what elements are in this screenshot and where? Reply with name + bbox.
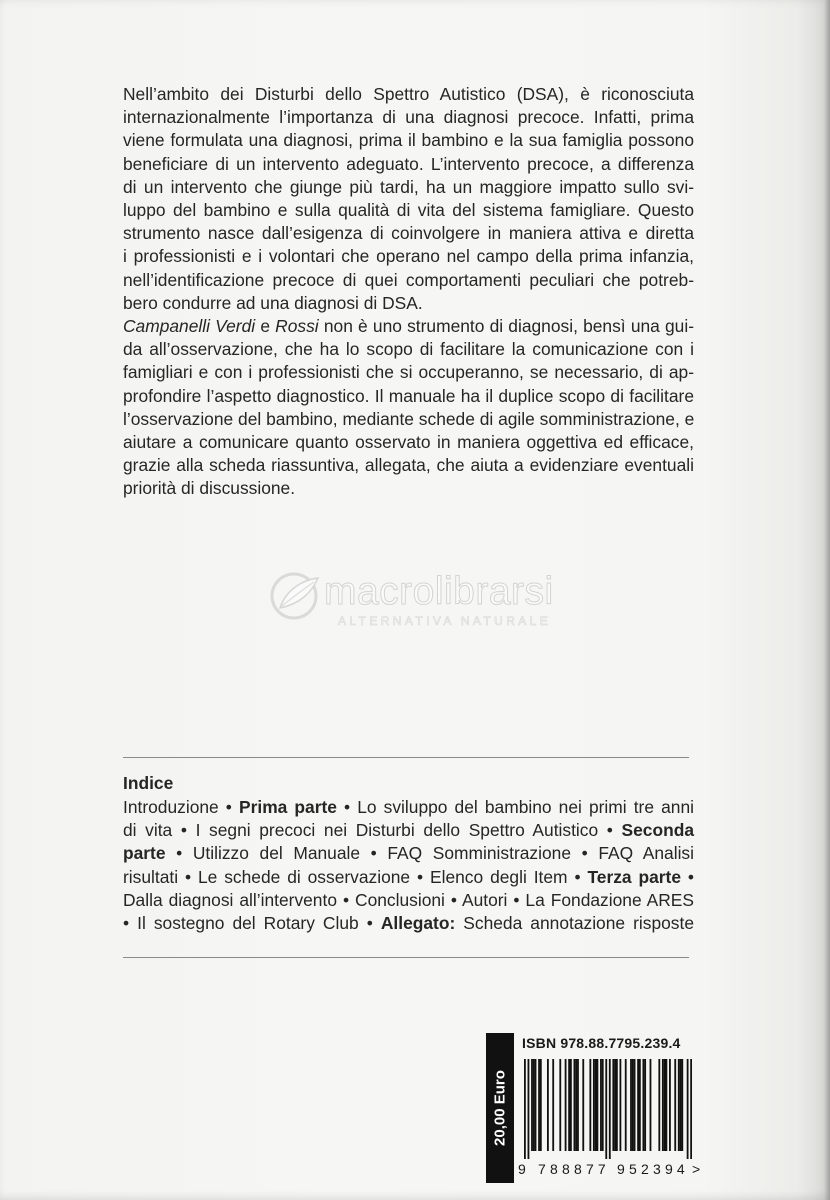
barcode-area — [486, 1033, 701, 1183]
description-line: bero condurre ad una diagnosi di DSA. — [123, 292, 423, 313]
barcode-bar — [630, 1059, 632, 1151]
watermark-tagline: ALTERNATIVA NATURALE — [338, 614, 552, 628]
leaf-logo-icon — [268, 568, 324, 628]
index-line: parte • Utilizzo del Manuale • FAQ Somministrazione • FAQ Analisi — [123, 843, 694, 864]
barcode-bar — [559, 1059, 561, 1151]
description-line: famigliari e con i professionisti che si occuperanno, se necessario, di ap- — [123, 362, 694, 383]
barcode-bar — [582, 1059, 584, 1151]
barcode-bar — [634, 1059, 636, 1151]
barcode-bar — [602, 1059, 604, 1151]
ean-left-group: 788877 — [538, 1161, 610, 1177]
barcode-bar — [540, 1059, 542, 1151]
macrolibrarsi-watermark — [268, 568, 588, 638]
barcode-bar — [538, 1059, 540, 1151]
index-line: Dalla diagnosi all’intervento • Conclusioni • Autori • La Fondazione ARES — [123, 889, 694, 910]
description-text — [123, 83, 694, 501]
barcode-bar — [637, 1059, 639, 1151]
barcode-bar — [609, 1059, 611, 1159]
barcode-bar — [531, 1059, 533, 1151]
barcode-bar — [570, 1059, 572, 1151]
description-line: internazionalmente l’importanza di una diagnosi precoce. Infatti, prima — [123, 107, 694, 128]
barcode-bar — [680, 1059, 682, 1151]
barcode-bar — [605, 1059, 607, 1159]
watermark-brand: macrolibrarsi — [324, 570, 554, 613]
page-edge-shadow — [824, 0, 830, 1200]
barcode-bar — [565, 1059, 567, 1151]
barcode-bar — [524, 1059, 526, 1159]
barcode-bar — [681, 1059, 683, 1151]
description-line: beneficiare di un intervento adeguato. L’intervento precoce, a differenza — [123, 153, 694, 174]
barcode-bar — [595, 1059, 597, 1151]
index-top-rule — [123, 757, 689, 758]
barcode-bar — [665, 1059, 667, 1151]
barcode-bar — [528, 1059, 530, 1159]
barcode-bar — [577, 1059, 579, 1151]
barcode-bar — [600, 1059, 602, 1151]
barcode-bars — [524, 1059, 692, 1159]
title-conjunction: e — [255, 316, 276, 337]
barcode-bar — [664, 1059, 666, 1151]
description-line: grazie alla scheda riassuntiva, allegata, che aiuta a evidenziare eventuali — [123, 455, 694, 476]
description-line: priorità di discussione. — [123, 478, 296, 499]
description-line: da all’osservazione, che ha lo scopo di facilitare la comunicazione con i — [123, 339, 694, 360]
description-line: di un intervento che giunge più tardi, ha un maggiore impatto sullo svi- — [123, 176, 694, 197]
ean-quiet-marker: > — [692, 1161, 701, 1177]
price-box — [486, 1033, 514, 1183]
barcode-bar — [575, 1059, 577, 1151]
barcode-bar — [593, 1059, 595, 1151]
description-line: profondire l’aspetto diagnostico. Il manuale ha il duplice scopo di facilitare — [123, 385, 694, 406]
barcode-bar — [619, 1059, 621, 1151]
ean-first-digit: 9 — [518, 1161, 526, 1177]
barcode-bar — [547, 1059, 549, 1151]
price-label: 20,00 Euro — [491, 1070, 509, 1146]
description-line: Nell’ambito dei Disturbi dello Spettro Autistico (DSA), è riconosciuta — [123, 84, 694, 104]
barcode-bar — [650, 1059, 652, 1151]
barcode-bar — [669, 1059, 671, 1151]
book-title-italic: Rossi — [275, 316, 319, 337]
barcode-bar — [687, 1059, 689, 1159]
description-line: aiutare a comunicare quanto osservato in maniera oggettiva ed efficace, — [123, 432, 694, 453]
description-line — [123, 315, 694, 338]
ean-right-group: 952394 — [617, 1161, 689, 1177]
barcode-bar — [597, 1059, 599, 1151]
barcode-bar — [552, 1059, 554, 1151]
description-line: luppo del bambino e sulla qualità di vita del sistema famigliare. Questo — [123, 200, 694, 221]
barcode-bar — [533, 1059, 535, 1151]
barcode-bar — [625, 1059, 627, 1151]
description-line: viene formulata una diagnosi, prima il bambino e la sua famiglia possono — [123, 130, 694, 151]
index-bottom-rule — [123, 957, 689, 958]
barcode-bar — [614, 1059, 616, 1151]
description-line-rest: non è uno strumento di diagnosi, bensì una gui- — [318, 316, 695, 337]
barcode-bar — [662, 1059, 664, 1151]
description-line: strumento nasce dall’esigenza di coinvolgere in maniera attiva e diretta — [123, 223, 694, 244]
barcode-bar — [589, 1059, 591, 1151]
barcode-bar — [612, 1059, 614, 1151]
description-line: i professionisti e i volontari che operano nel campo della prima infanzia, — [123, 246, 694, 267]
index-line: Introduzione • Prima parte • Lo sviluppo del bambino nei primi tre anni — [123, 797, 694, 817]
description-line: l’osservazione del bambino, mediante schede di agile somministrazione, e — [123, 408, 695, 429]
barcode-bar — [678, 1059, 680, 1151]
barcode-bar — [674, 1059, 676, 1151]
index-title: Indice — [123, 773, 174, 793]
barcode-bar — [535, 1059, 537, 1151]
barcode-bar — [690, 1059, 692, 1159]
barcode-bar — [644, 1059, 646, 1151]
barcode-bar — [642, 1059, 644, 1151]
barcode-bar — [639, 1059, 641, 1151]
barcode-bar — [568, 1059, 570, 1151]
description-line: nell’identificazione precoce di quei comportamenti peculiari che potreb- — [123, 269, 694, 290]
index-contents — [123, 796, 694, 935]
barcode-bar — [632, 1059, 634, 1151]
barcode-bar — [658, 1059, 660, 1151]
barcode-bar — [616, 1059, 618, 1151]
index-line: di vita • I segni precoci nei Disturbi dello Spettro Autistico • Seconda — [123, 820, 694, 841]
isbn-label: ISBN 978.88.7795.239.4 — [522, 1035, 681, 1051]
book-title-italic: Campanelli Verdi — [123, 316, 256, 337]
index-line: risultati • Le schede di osservazione • Elenco degli Item • Terza parte • — [123, 866, 695, 887]
barcode-bar — [574, 1059, 576, 1151]
index-line: • Il sostegno del Rotary Club • Allegato: Scheda annotazione risposte — [123, 913, 694, 934]
